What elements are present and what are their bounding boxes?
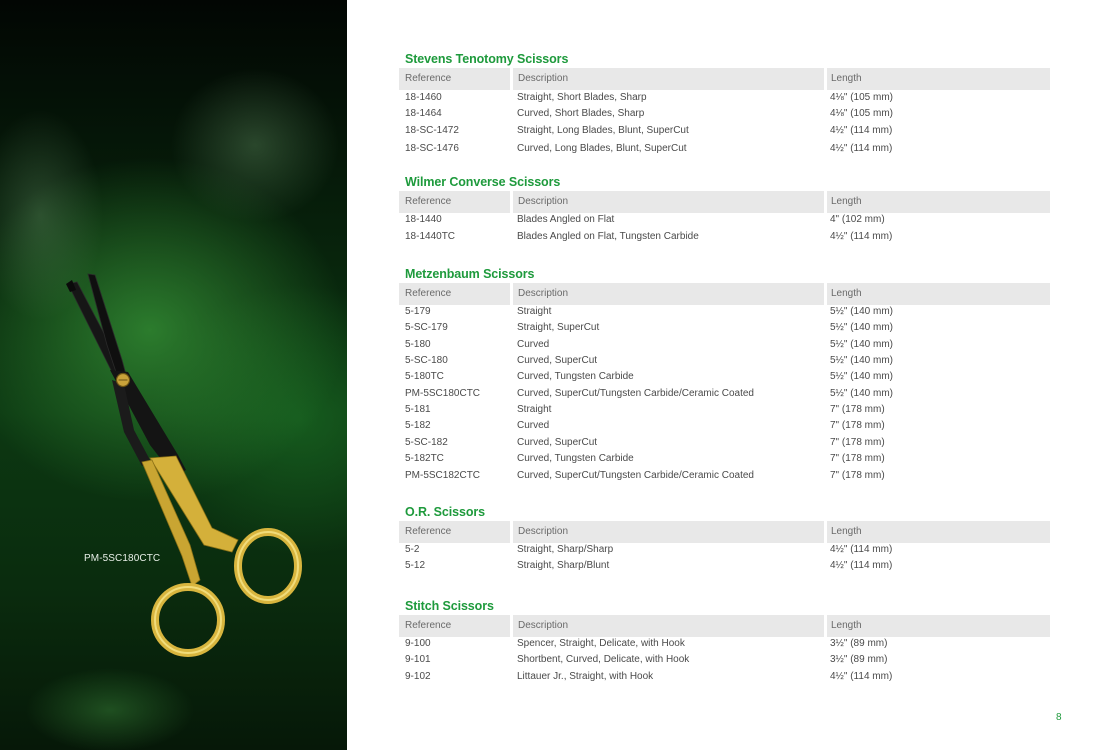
table-row xyxy=(399,404,1050,420)
length-cell: 7" (178 mm) xyxy=(830,404,885,415)
column-header-length: Length xyxy=(831,196,862,207)
reference-cell: 9-101 xyxy=(405,654,431,665)
section-title: O.R. Scissors xyxy=(405,505,485,519)
column-header-length: Length xyxy=(831,288,862,299)
reference-cell: 5-180TC xyxy=(405,371,444,382)
description-cell: Curved, SuperCut/Tungsten Carbide/Ceramic Coated xyxy=(517,470,754,481)
page-number: 8 xyxy=(1056,712,1062,723)
length-cell: 4½" (114 mm) xyxy=(830,125,893,136)
table-row xyxy=(399,214,1050,230)
reference-cell: 5-182TC xyxy=(405,453,444,464)
length-cell: 7" (178 mm) xyxy=(830,453,885,464)
description-cell: Curved, Long Blades, Blunt, SuperCut xyxy=(517,143,687,154)
column-divider xyxy=(824,191,827,213)
column-divider xyxy=(510,521,513,543)
column-divider xyxy=(510,191,513,213)
section-title: Wilmer Converse Scissors xyxy=(405,175,561,189)
photo-caption: PM-5SC180CTC xyxy=(84,553,161,564)
column-header-reference: Reference xyxy=(405,196,452,207)
column-divider xyxy=(510,615,513,637)
column-header-reference: Reference xyxy=(405,288,452,299)
length-cell: 7" (178 mm) xyxy=(830,470,885,481)
length-cell: 5½" (140 mm) xyxy=(830,306,894,317)
table-row xyxy=(399,339,1050,355)
reference-cell: 5-SC-180 xyxy=(405,355,448,366)
reference-cell: 18-1464 xyxy=(405,108,442,119)
reference-cell: 5-SC-179 xyxy=(405,322,448,333)
column-header-description: Description xyxy=(518,288,569,299)
scissors-illustration xyxy=(0,0,347,750)
section-title: Metzenbaum Scissors xyxy=(405,267,535,281)
description-cell: Straight, SuperCut xyxy=(517,322,600,333)
description-cell: Curved, SuperCut xyxy=(517,437,598,448)
length-cell: 5½" (140 mm) xyxy=(830,355,894,366)
table-row xyxy=(399,470,1050,486)
column-divider xyxy=(510,68,513,90)
table-row xyxy=(399,453,1050,469)
table-row xyxy=(399,371,1050,387)
reference-cell: 5-182 xyxy=(405,420,431,431)
table-row xyxy=(399,654,1050,670)
description-cell: Straight, Sharp/Blunt xyxy=(517,560,610,571)
length-cell: 5½" (140 mm) xyxy=(830,322,894,333)
reference-cell: 5-SC-182 xyxy=(405,437,448,448)
table-row xyxy=(399,306,1050,322)
table-row xyxy=(399,143,1050,159)
description-cell: Straight xyxy=(517,306,552,317)
column-divider xyxy=(824,521,827,543)
description-cell: Shortbent, Curved, Delicate, with Hook xyxy=(517,654,690,665)
length-cell: 5½" (140 mm) xyxy=(830,388,894,399)
column-header-length: Length xyxy=(831,73,862,84)
reference-cell: PM-5SC182CTC xyxy=(405,470,481,481)
reference-cell: 9-100 xyxy=(405,638,431,649)
description-cell: Curved, Tungsten Carbide xyxy=(517,371,634,382)
table-header xyxy=(399,521,1050,543)
description-cell: Blades Angled on Flat, Tungsten Carbide xyxy=(517,231,699,242)
column-header-reference: Reference xyxy=(405,620,452,631)
column-divider xyxy=(824,68,827,90)
column-header-description: Description xyxy=(518,526,569,537)
description-cell: Straight xyxy=(517,404,552,415)
table-header xyxy=(399,191,1050,213)
product-photo-panel xyxy=(0,0,347,750)
column-header-length: Length xyxy=(831,620,862,631)
table-row xyxy=(399,544,1050,560)
table-row xyxy=(399,355,1050,371)
table-row xyxy=(399,638,1050,654)
column-divider xyxy=(824,615,827,637)
description-cell: Curved, SuperCut/Tungsten Carbide/Ceramic Coated xyxy=(517,388,754,399)
table-row xyxy=(399,231,1050,247)
reference-cell: 5-2 xyxy=(405,544,420,555)
table-header xyxy=(399,615,1050,637)
table-row xyxy=(399,388,1050,404)
reference-cell: PM-5SC180CTC xyxy=(405,388,481,399)
column-header-description: Description xyxy=(518,620,569,631)
length-cell: 5½" (140 mm) xyxy=(830,371,894,382)
reference-cell: 5-179 xyxy=(405,306,431,317)
column-header-reference: Reference xyxy=(405,526,452,537)
length-cell: 4½" (114 mm) xyxy=(830,671,893,682)
length-cell: 4½" (114 mm) xyxy=(830,544,893,555)
length-cell: 5½" (140 mm) xyxy=(830,339,894,350)
reference-cell: 18-SC-1472 xyxy=(405,125,459,136)
length-cell: 4" (102 mm) xyxy=(830,214,885,225)
description-cell: Blades Angled on Flat xyxy=(517,214,615,225)
length-cell: 4½" (114 mm) xyxy=(830,143,893,154)
reference-cell: 18-SC-1476 xyxy=(405,143,459,154)
description-cell: Straight, Sharp/Sharp xyxy=(517,544,614,555)
reference-cell: 18-1440TC xyxy=(405,231,456,242)
table-row xyxy=(399,420,1050,436)
length-cell: 4½" (114 mm) xyxy=(830,560,893,571)
description-cell: Straight, Short Blades, Sharp xyxy=(517,92,647,103)
description-cell: Spencer, Straight, Delicate, with Hook xyxy=(517,638,685,649)
reference-cell: 5-12 xyxy=(405,560,426,571)
table-row xyxy=(399,437,1050,453)
length-cell: 4⅛" (105 mm) xyxy=(830,108,894,119)
description-cell: Littauer Jr., Straight, with Hook xyxy=(517,671,654,682)
description-cell: Curved, Short Blades, Sharp xyxy=(517,108,645,119)
table-row xyxy=(399,671,1050,687)
description-cell: Curved, SuperCut xyxy=(517,355,598,366)
reference-cell: 5-180 xyxy=(405,339,431,350)
length-cell: 7" (178 mm) xyxy=(830,437,885,448)
description-cell: Curved, Tungsten Carbide xyxy=(517,453,634,464)
column-header-description: Description xyxy=(518,196,569,207)
table-header xyxy=(399,68,1050,90)
length-cell: 3½" (89 mm) xyxy=(830,654,888,665)
description-cell: Curved xyxy=(517,339,550,350)
reference-cell: 9-102 xyxy=(405,671,431,682)
section-title: Stitch Scissors xyxy=(405,599,494,613)
section-title: Stevens Tenotomy Scissors xyxy=(405,52,569,66)
table-row xyxy=(399,322,1050,338)
column-header-length: Length xyxy=(831,526,862,537)
table-row xyxy=(399,108,1050,124)
length-cell: 4½" (114 mm) xyxy=(830,231,893,242)
length-cell: 7" (178 mm) xyxy=(830,420,885,431)
reference-cell: 18-1440 xyxy=(405,214,442,225)
column-header-reference: Reference xyxy=(405,73,452,84)
description-cell: Curved xyxy=(517,420,550,431)
reference-cell: 5-181 xyxy=(405,404,431,415)
description-cell: Straight, Long Blades, Blunt, SuperCut xyxy=(517,125,689,136)
length-cell: 4⅛" (105 mm) xyxy=(830,92,894,103)
reference-cell: 18-1460 xyxy=(405,92,442,103)
table-row xyxy=(399,125,1050,141)
column-header-description: Description xyxy=(518,73,569,84)
table-row xyxy=(399,560,1050,576)
table-row xyxy=(399,92,1050,108)
table-header xyxy=(399,283,1050,305)
column-divider xyxy=(824,283,827,305)
length-cell: 3½" (89 mm) xyxy=(830,638,888,649)
column-divider xyxy=(510,283,513,305)
